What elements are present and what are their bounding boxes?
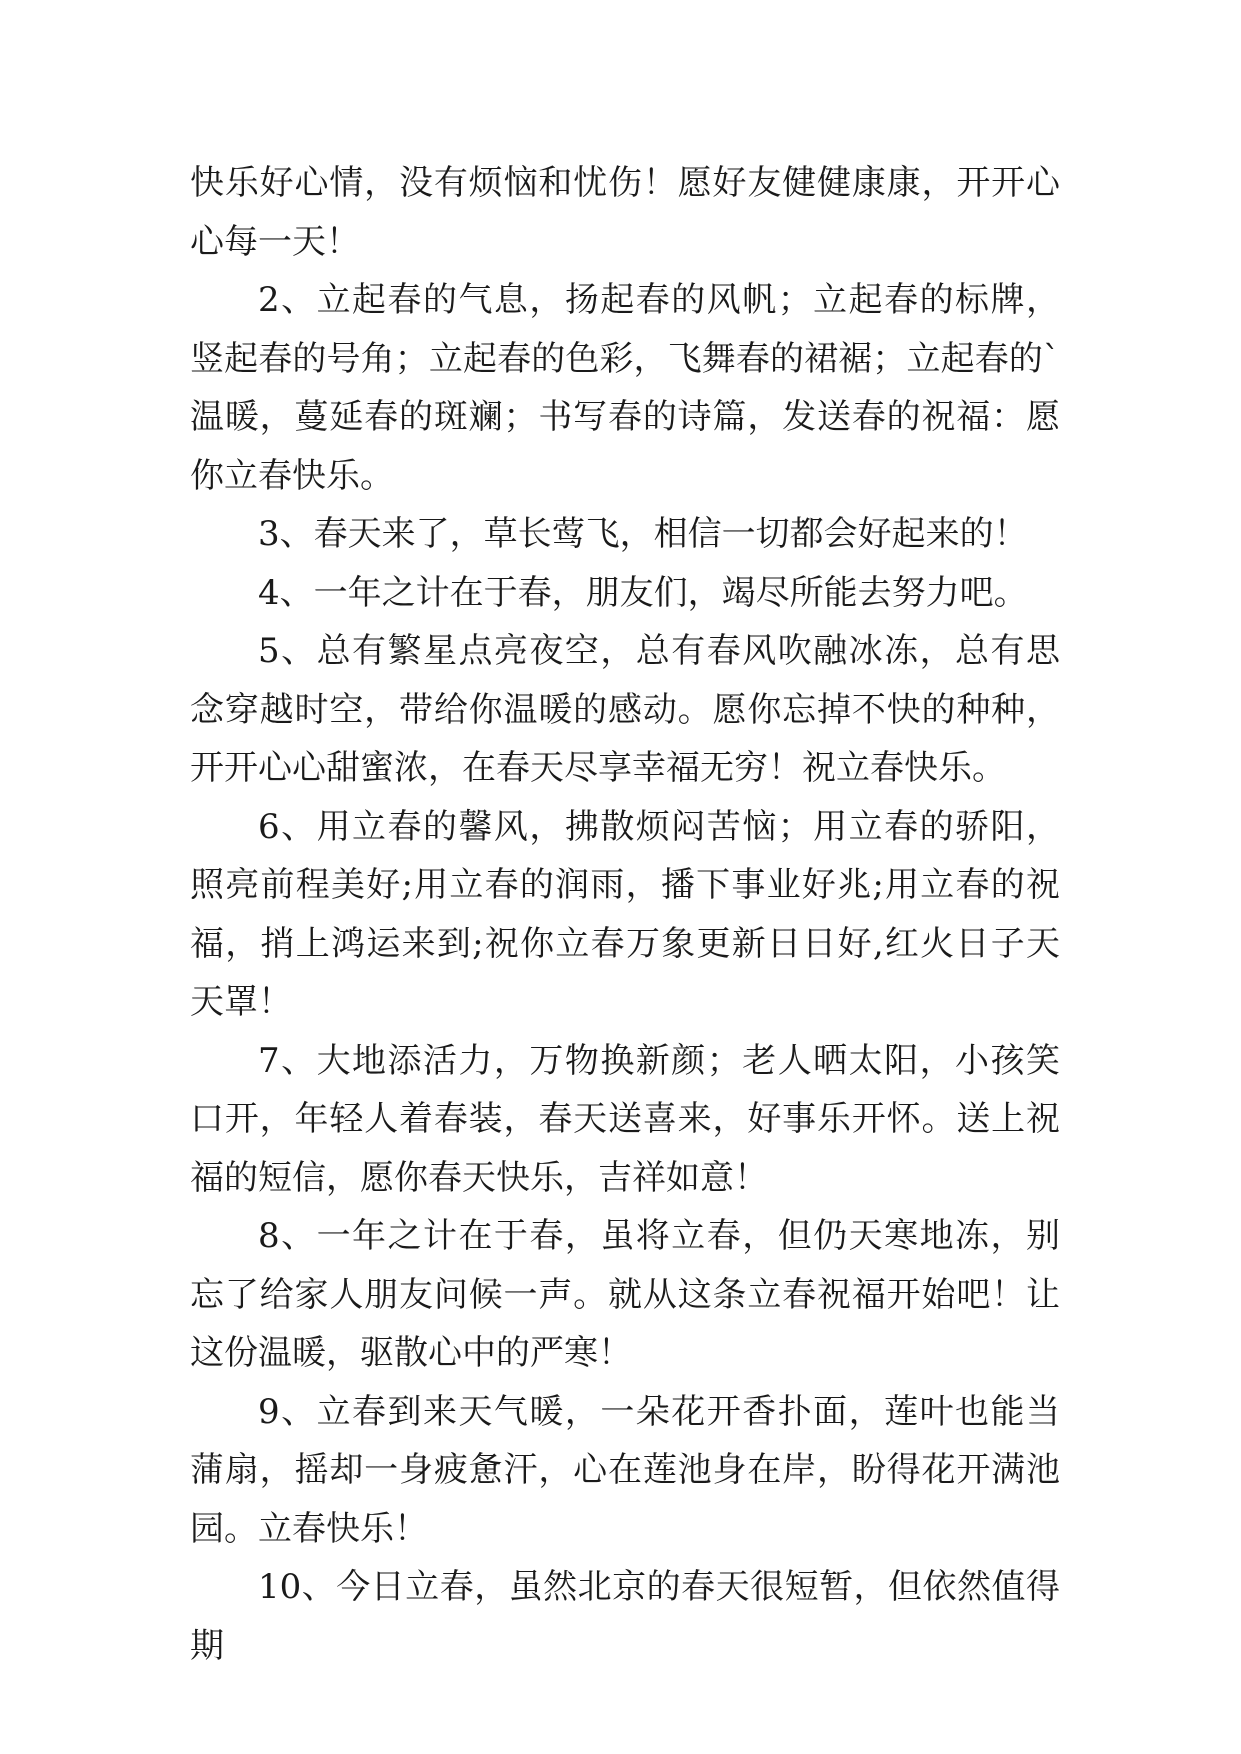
paragraph: 9、立春到来天气暖，一朵花开香扑面，莲叶也能当蒲扇，摇却一身疲惫汗，心在莲池身在岸，盼得花开满池园。立春快乐！ (190, 1391, 1060, 1549)
paragraph: 快乐好心情，没有烦恼和忧伤！愿好友健健康康，开开心心每一天！ (190, 163, 1060, 262)
paragraph: 8、一年之计在于春，虽将立春，但仍天寒地冻，别忘了给家人朋友问候一声。就从这条立春祝福开始吧！让这份温暖，驱散心中的严寒！ (190, 1216, 1060, 1373)
paragraph: 6、用立春的馨风，拂散烦闷苦恼；用立春的骄阳，照亮前程美好;用立春的润雨，播下事业好兆;用立春的祝福，捎上鸿运来到;祝你立春万象更新日日好,红火日子天天罩！ (190, 806, 1060, 1022)
document-body (190, 154, 1060, 1675)
paragraph: 4、一年之计在于春，朋友们，竭尽所能去努力吧。 (258, 572, 1028, 613)
paragraph: 7、大地添活力，万物换新颜；老人晒太阳，小孩笑口开，年轻人着春装，春天送喜来，好事乐开怀。送上祝福的短信，愿你春天快乐，吉祥如意！ (190, 1040, 1060, 1198)
paragraph: 3、春天来了，草长莺飞，相信一切都会好起来的！ (258, 514, 1028, 554)
paragraph: 5、总有繁星点亮夜空，总有春风吹融冰冻，总有思念穿越时空，带给你温暖的感动。愿你忘掉不快的种种，开开心心甜蜜浓，在春天尽享幸福无穷！祝立春快乐。 (190, 631, 1060, 788)
paragraph: 10、今日立春，虽然北京的春天很短暂，但依然值得期 (190, 1567, 1060, 1666)
paragraph: 2、立起春的气息，扬起春的风帆；立起春的标牌，竖起春的号角；立起春的色彩，飞舞春的裙裾；立起春的`温暖，蔓延春的斑斓；书写春的诗篇，发送春的祝福：愿你立春快乐。 (190, 280, 1060, 496)
